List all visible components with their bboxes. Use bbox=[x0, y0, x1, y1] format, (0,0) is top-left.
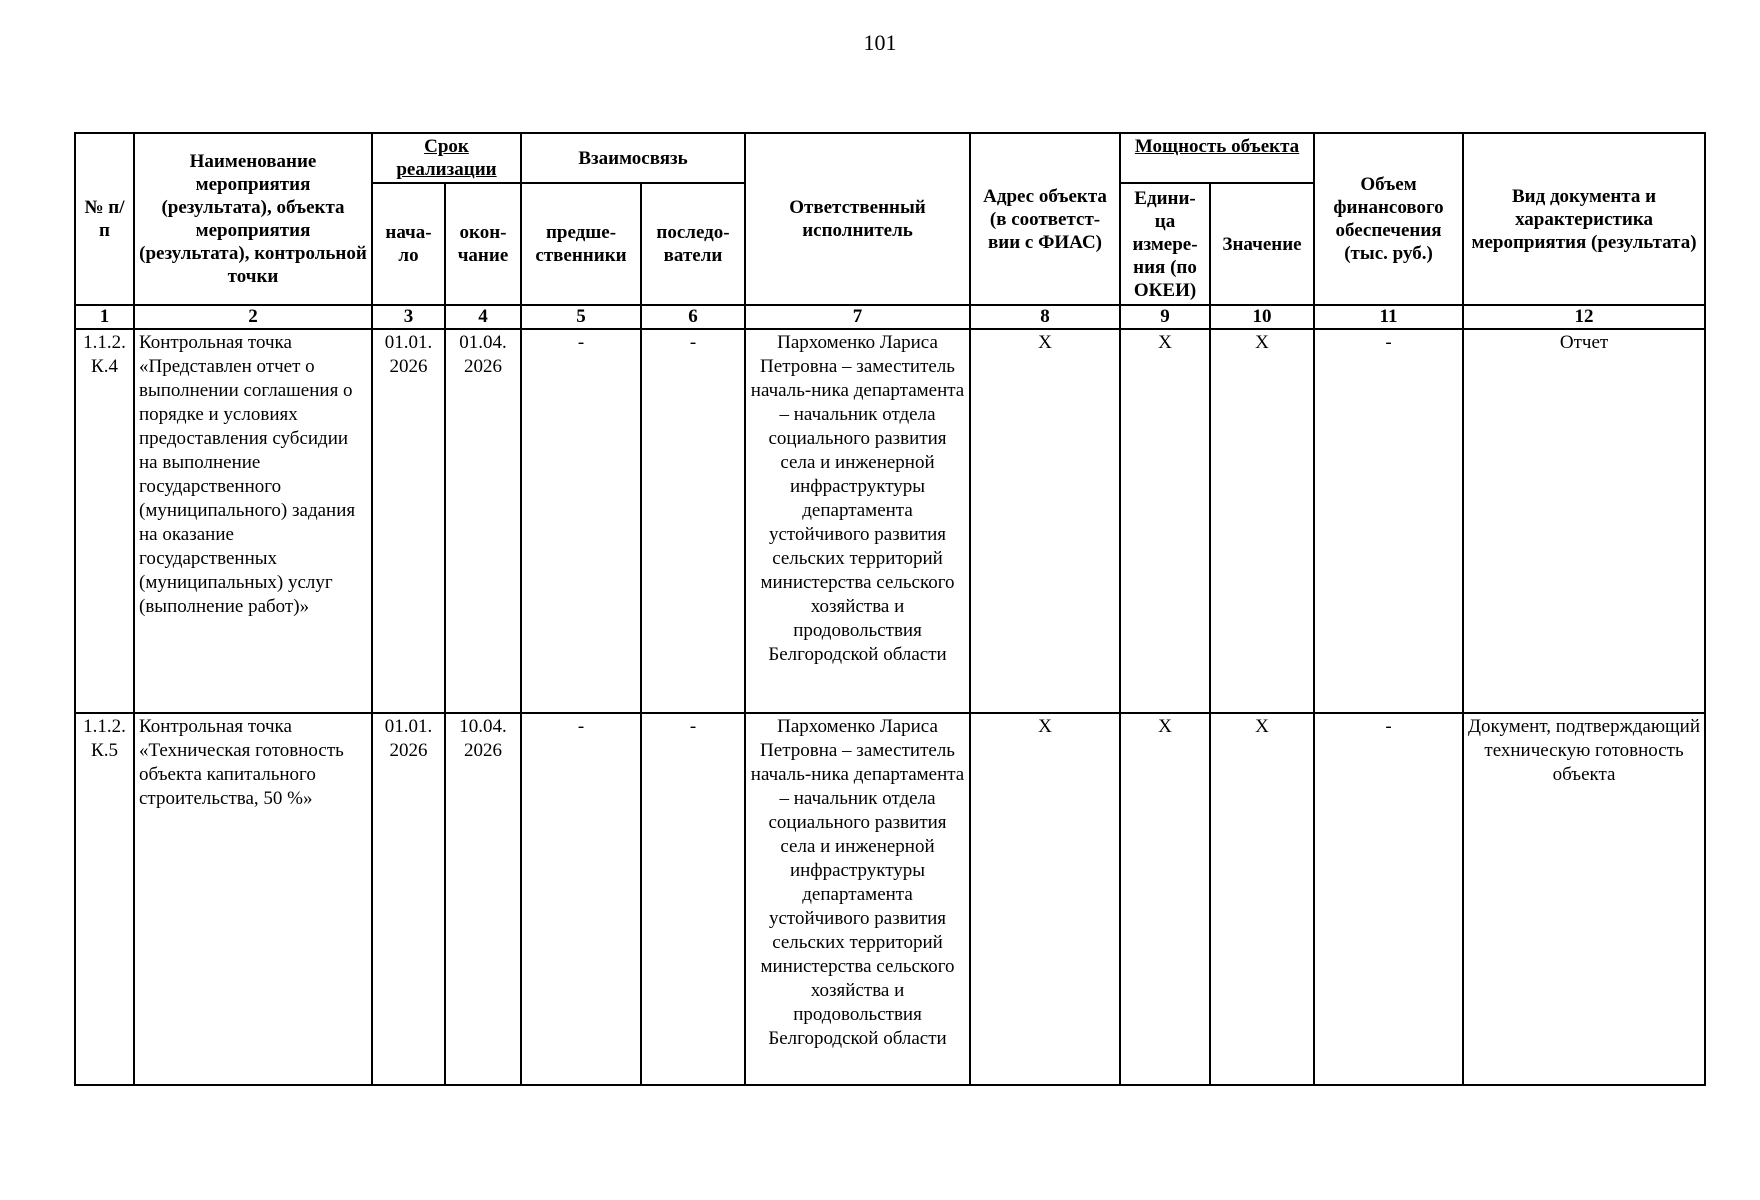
column-number: 7 bbox=[745, 305, 970, 329]
column-number: 5 bbox=[521, 305, 641, 329]
plan-table bbox=[74, 132, 1706, 1086]
column-number: 4 bbox=[445, 305, 521, 329]
row-doc: Отчет bbox=[1463, 329, 1705, 713]
header-relation: Взаимосвязь bbox=[521, 133, 745, 183]
row-start: 01.01. 2026 bbox=[372, 713, 445, 1085]
header-doc: Вид документа и характеристика мероприятия (результата) bbox=[1463, 133, 1705, 305]
row-finance: - bbox=[1314, 329, 1463, 713]
row-successors: - bbox=[641, 713, 745, 1085]
row-address: X bbox=[970, 713, 1120, 1085]
row-end: 01.04. 2026 bbox=[445, 329, 521, 713]
page-number: 101 bbox=[863, 30, 897, 55]
row-num: 1.1.2. К.5 bbox=[75, 713, 134, 1085]
header-capacity: Мощность объекта bbox=[1120, 133, 1314, 183]
header-successors: последо-ватели bbox=[641, 183, 745, 305]
header-predecessors: предше-ственники bbox=[521, 183, 641, 305]
row-doc: Документ, подтверждающий техническую готовность объекта bbox=[1463, 713, 1705, 1085]
header-end: окон-чание bbox=[445, 183, 521, 305]
row-value: X bbox=[1210, 329, 1314, 713]
row-predecessors: - bbox=[521, 329, 641, 713]
row-responsible: Пархоменко Лариса Петровна – заместитель началь-ника департамента – начальник отдела социального развития села и инженерной инфраструктуры департамента устойчивого развития сельских территорий министерства сельского хозяйства и продовольствия Белгородской области bbox=[745, 329, 970, 713]
row-responsible: Пархоменко Лариса Петровна – заместитель началь-ника департамента – начальник отдела социального развития села и инженерной инфраструктуры департамента устойчивого развития сельских территорий министерства сельского хозяйства и продовольствия Белгородской области bbox=[745, 713, 970, 1085]
header-unit: Едини-ца измере-ния (по ОКЕИ) bbox=[1120, 183, 1210, 305]
header-address: Адрес объекта (в соответст-вии с ФИАС) bbox=[970, 133, 1120, 305]
row-predecessors: - bbox=[521, 713, 641, 1085]
row-finance: - bbox=[1314, 713, 1463, 1085]
header-num: № п/п bbox=[75, 133, 134, 305]
column-number: 1 bbox=[75, 305, 134, 329]
table-row bbox=[75, 713, 1705, 1085]
column-number: 11 bbox=[1314, 305, 1463, 329]
row-successors: - bbox=[641, 329, 745, 713]
header-value: Значение bbox=[1210, 183, 1314, 305]
row-start: 01.01. 2026 bbox=[372, 329, 445, 713]
column-number: 6 bbox=[641, 305, 745, 329]
row-value: X bbox=[1210, 713, 1314, 1085]
row-unit: X bbox=[1120, 329, 1210, 713]
table-row bbox=[75, 329, 1705, 713]
header-name: Наименование мероприятия (результата), объекта мероприятия (результата), контрольной точки bbox=[134, 133, 372, 305]
row-name: Контрольная точка «Техническая готовность объекта капитального строительства, 50 %» bbox=[134, 713, 372, 1085]
header-responsible: Ответственный исполнитель bbox=[745, 133, 970, 305]
row-end: 10.04. 2026 bbox=[445, 713, 521, 1085]
column-number: 8 bbox=[970, 305, 1120, 329]
header-finance: Объем финансового обеспечения (тыс. руб.) bbox=[1314, 133, 1463, 305]
header-term: Срок реализации bbox=[372, 133, 521, 183]
row-unit: X bbox=[1120, 713, 1210, 1085]
column-number: 2 bbox=[134, 305, 372, 329]
header-start: нача-ло bbox=[372, 183, 445, 305]
column-number: 9 bbox=[1120, 305, 1210, 329]
row-num: 1.1.2. К.4 bbox=[75, 329, 134, 713]
column-number: 10 bbox=[1210, 305, 1314, 329]
row-name: Контрольная точка «Представлен отчет о выполнении соглашения о порядке и условиях предоставления субсидии на выполнение государственного (муниципального) задания на оказание государственных (муниципальных) услуг (выполнение работ)» bbox=[134, 329, 372, 713]
column-number: 3 bbox=[372, 305, 445, 329]
row-address: X bbox=[970, 329, 1120, 713]
column-number: 12 bbox=[1463, 305, 1705, 329]
